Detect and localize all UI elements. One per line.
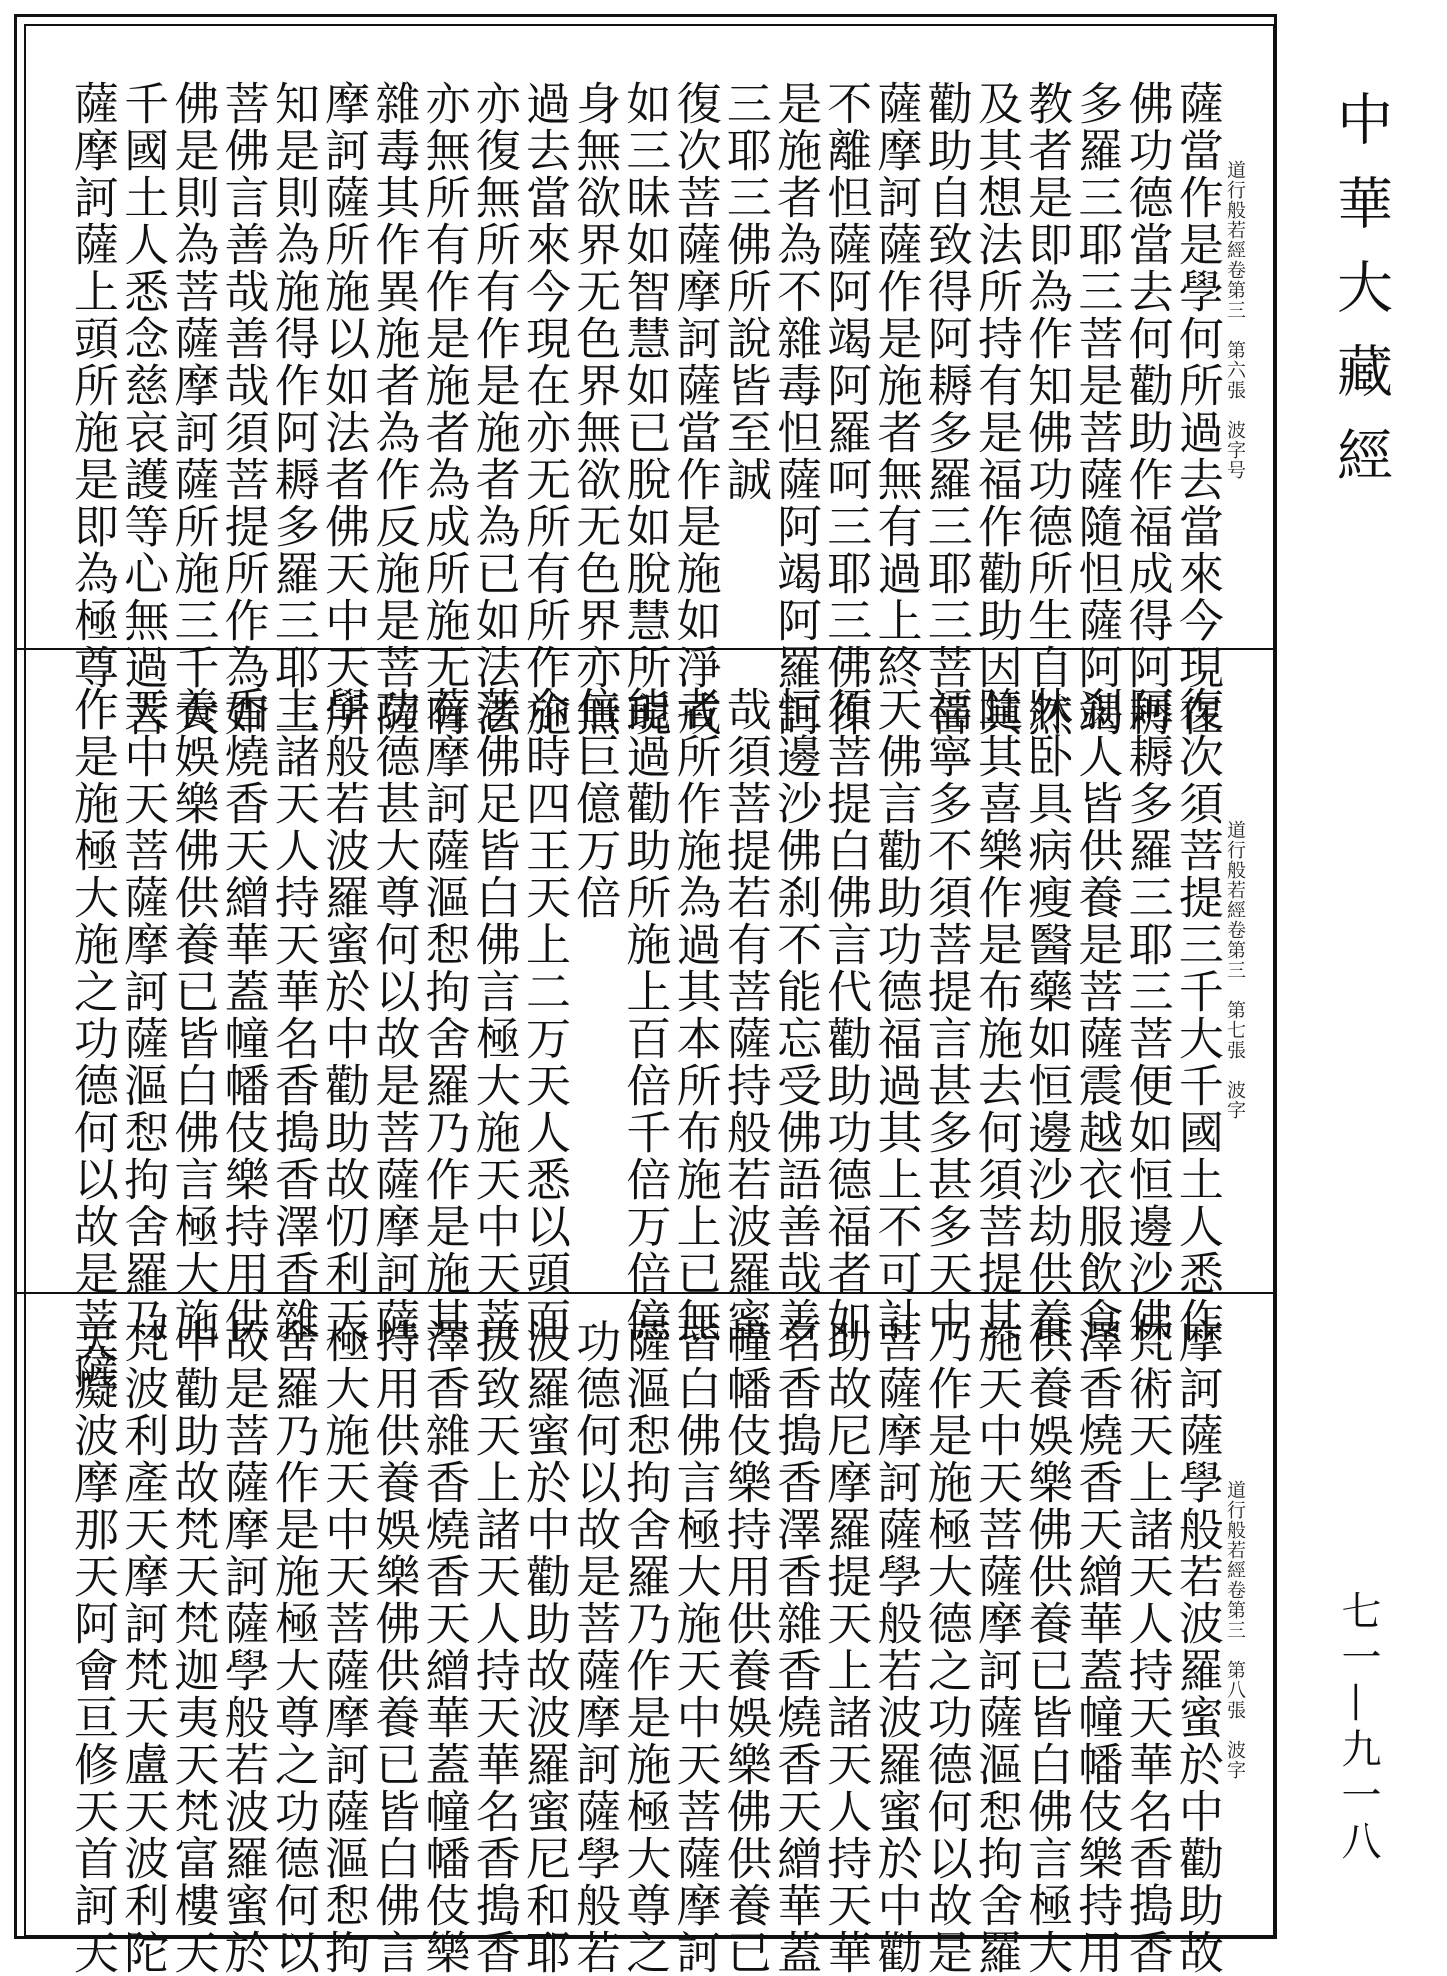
text-column: 勸助自致得阿耨多羅三耶三菩菩 [919, 80, 973, 738]
text-column: 名香搗香澤香雜香燒香天繒華蓋 [769, 1318, 823, 1976]
text-column: 施天中天菩薩摩訶薩漚惒拘舍羅 [969, 1318, 1023, 1976]
text-column: 者所作施為過其本所布施上已無 [668, 686, 722, 1344]
panel-3-marker: 道行般若經卷第三 第八張 波字 [1224, 1480, 1246, 1780]
text-column: 薩摩訶薩漚惒拘舍羅乃作是施其 [417, 686, 471, 1344]
text-column: 助故尼摩羅提天上諸天人持天華 [819, 1318, 873, 1976]
text-column: 須菩提白佛言代勸助功德福者如 [819, 686, 873, 1344]
text-column: 不離怛薩阿竭阿羅呵三耶三佛作 [819, 80, 873, 738]
text-column: 乃作是施極大德之功德何以故是 [919, 1318, 973, 1976]
text-column: 上諸天人持天華名香搗香澤香雜 [266, 686, 320, 1344]
text-column: 能過勸助所施上百倍千倍万倍億 [618, 686, 672, 1344]
panel-1-marker: 道行般若經卷第三 第六張 波字号 [1224, 160, 1246, 480]
text-column: 三耶三佛所說皆至誠 [718, 80, 772, 503]
text-column: 學般若波羅蜜於中勸助故忉利天 [317, 686, 371, 1344]
text-column: 尒時四王天上二万天人悉以頭面 [517, 686, 571, 1344]
text-column: 阿耨多羅三耶三菩便如恒邊沙佛 [1120, 686, 1174, 1344]
text-column: 是施者為不雜毒怛薩阿竭阿羅訶 [769, 80, 823, 738]
text-column: 哉須菩提若有菩薩持般若波羅蜜 [718, 686, 772, 1344]
text-column: 薩漚惒拘舍羅乃作是施極大尊之 [618, 1318, 672, 1976]
text-column: 及其想法所持有是福作勸助因其 [969, 80, 1023, 738]
text-column: 舍羅乃作是施極大尊之功德何以 [266, 1318, 320, 1976]
text-column: 香燒香天繒華蓋幢幡伎樂持用供 [216, 686, 270, 1344]
page-number: 七一—九一八 [1335, 1590, 1381, 1866]
text-column: 梵術天上諸天人持天華名香搗香 [1120, 1318, 1174, 1976]
text-column: 中勸助故梵天梵迦夷天梵富樓天 [166, 1318, 220, 1976]
text-column: 功德何以故是菩薩摩訶薩學般若 [568, 1318, 622, 1976]
text-column: 拔致天上諸天人持天華名香搗香 [467, 1318, 521, 1976]
text-column: 功德甚大尊何以故是菩薩摩訶薩 [367, 686, 421, 1344]
text-column: 亦復無所有作是施者為已如法法 [467, 80, 521, 738]
text-column: 身無欲界无色界無欲无色界亦無 [568, 80, 622, 738]
text-column: 養娛樂佛供養已皆白佛言極大施 [166, 686, 220, 1344]
text-column: 復次菩薩摩訶薩當作是施如淨戒 [668, 80, 722, 738]
text-column: 薩摩訶薩作是施者無有過上終 [869, 80, 923, 691]
text-column: 多羅三耶三菩是菩薩隨怛薩阿竭 [1070, 80, 1124, 738]
text-column: 澤香燒香天繒華蓋幢幡伎樂持用 [1070, 1318, 1124, 1976]
text-column: 薩摩訶薩上頭所施是即為極尊 [66, 80, 119, 691]
text-column: 極大施天中天菩薩摩訶薩漚惒拘 [317, 1318, 371, 1976]
text-column: 菩薩摩訶薩學般若波羅蜜於中勸 [869, 1318, 923, 1976]
text-column: 倍巨億万倍 [568, 686, 622, 921]
text-column: 亦無所有作是施者為成所施无有 [417, 80, 471, 738]
text-column: 雜毒其作異施者為作反施是菩薩 [367, 80, 421, 738]
text-column: 摩訶薩學般若波羅蜜於中勸助故 [1170, 1318, 1224, 1976]
text-column: 著佛足皆白佛言極大施天中天菩 [467, 686, 521, 1344]
text-column: 薩當作是學何所過去當來今現在 [1170, 80, 1224, 738]
text-column: 皆白佛言極大施天中天菩薩摩訶 [668, 1318, 722, 1976]
text-column: 天癡波摩那天阿會亘修天首訶天 [66, 1318, 119, 1976]
text-column: 牀卧具病瘦醫藥如恒邊沙劫供養 [1020, 686, 1074, 1344]
text-column: 作是施極大施之功德何以故是菩薩 [66, 686, 119, 1391]
text-column: 摩訶薩所施以如法者佛天中天所 [317, 80, 371, 738]
text-column: 梵波利產天摩訶梵天盧天波利陀 [116, 1318, 170, 1976]
text-column: 佛是則為菩薩摩訶薩所施三千大 [166, 80, 220, 738]
text-column: 天中天菩薩摩訶薩漚惒拘舍羅乃 [116, 686, 170, 1344]
text-column: 如三昧如智慧如已脫如脫慧所現 [618, 80, 672, 738]
panel-1 [66, 80, 1224, 738]
text-column: 澤香雜香燒香天繒華蓋幢幡伎樂 [417, 1318, 471, 1976]
text-column: 天佛言勸助功德福過其上不可計 [869, 686, 923, 1344]
text-column: 隨其喜樂作是布施去何須菩提其 [969, 686, 1023, 1344]
text-column: 千國土人悉念慈哀護等心無過菩 [116, 80, 170, 738]
text-column: 知是則為施得作阿耨多羅三耶三 [266, 80, 320, 738]
text-column: 幢幡伎樂持用供養娛樂佛供養已 [718, 1318, 772, 1976]
text-column: 復次須菩提三千大千國土人悉作 [1170, 686, 1224, 1344]
panel-3 [66, 1318, 1224, 1976]
text-column: 故是菩薩摩訶薩學般若波羅蜜於 [216, 1318, 270, 1976]
panel-2-marker: 道行般若經卷第三 第七張 波字 [1224, 820, 1246, 1120]
text-column: 持用供養娛樂佛供養已皆白佛言 [367, 1318, 421, 1976]
text-column: 恒邊沙佛刹不能忘受佛語善哉善 [769, 686, 823, 1344]
text-column: 供養娛樂佛供養已皆白佛言極大 [1020, 1318, 1074, 1976]
text-column: 福寧多不須菩提言甚多甚多天中 [919, 686, 973, 1344]
panel-2 [66, 686, 1224, 1391]
text-column: 過去當來今現在亦无所有所作施 [517, 80, 571, 738]
text-column: 波羅蜜於中勸助故波羅蜜尼和耶 [517, 1318, 571, 1976]
text-column: 菩佛言善哉善哉須菩提所作為如 [216, 80, 270, 738]
book-title: 中華大藏經 [1328, 90, 1393, 510]
text-column: 刹人皆供養是菩薩震越衣服飲食 [1070, 686, 1124, 1344]
text-column: 教者是即為作知佛功德所生自然 [1020, 80, 1074, 738]
text-column: 佛功德當去何勸助作福成得阿耨 [1120, 80, 1174, 738]
